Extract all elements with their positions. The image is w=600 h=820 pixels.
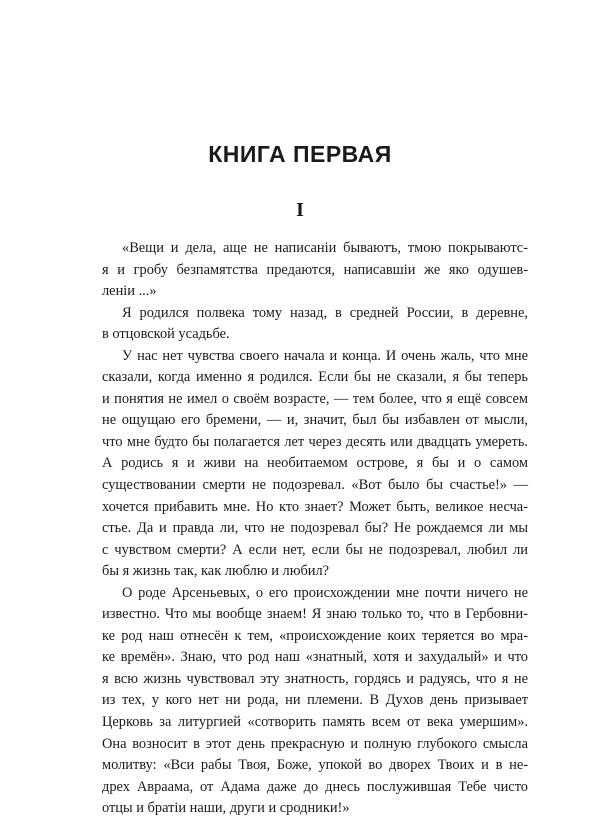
text-line: стье. Да и правда ли, что не подозревал бы? Не рождаемся ли мы xyxy=(102,520,528,537)
text-line: не ощущаю его бремени, — и, значит, был бы избавлен от мысли, xyxy=(102,412,528,429)
text-line: О роде Арсеньевых, о его происхождении мне почти ничего не xyxy=(122,584,528,601)
text-line: известно. Что мы вообще знаем! Я знаю только то, что в Гербовни- xyxy=(102,606,528,623)
text-line: хочется прибавить мне. Но кто знает? Может быть, великое несча- xyxy=(102,498,528,515)
text-line: леніи ...» xyxy=(102,283,157,300)
text-line: «Вещи и дела, аще не написаніи бываютъ, тмою покрываютс- xyxy=(122,240,528,256)
book-title: КНИГА ПЕРВАЯ xyxy=(208,141,392,167)
text-line: сказали, когда именно я родился. Если бы не сказали, я бы теперь xyxy=(102,369,528,386)
text-line: молитву: «Вси рабы Твоя, Боже, упокой во дворех Твоих и в не- xyxy=(102,757,528,774)
text-line: дрех Авраама, от Адама даже до днесь послужившая Тебе чисто xyxy=(102,778,528,795)
text-line: и понятия не имел о своём возрасте, — тем более, что я ещё совсем xyxy=(102,390,528,407)
text-line: из тех, у кого нет ни рода, ни племени. В Духов день призывает xyxy=(102,692,528,709)
text-line: А родись я и живи на необитаемом острове, я бы и о самом xyxy=(102,455,528,472)
text-line: Церковь за литургией «сотворить память всем от века умершим». xyxy=(102,714,528,731)
text-line: в отцовской усадьбе. xyxy=(102,326,230,343)
text-line: с чувством смерти? А если нет, если бы не подозревал, любил ли xyxy=(102,541,528,558)
text-line: я всю жизнь чувствовал эту знатность, гордясь и радуясь, что я не xyxy=(102,670,528,687)
body-text xyxy=(102,238,528,820)
chapter-number: I xyxy=(296,199,304,221)
text-line: ке времён». Знаю, что род наш «знатный, хотя и захудалый» и что xyxy=(102,649,528,666)
text-line: Я родился полвека тому назад, в средней России, в деревне, xyxy=(122,304,528,321)
text-line: отцы и братіи наши, други и сродники!» xyxy=(102,800,350,817)
text-line: У нас нет чувства своего начала и конца. И очень жаль, что мне xyxy=(122,347,528,364)
text-line: я и гробу безпамятства предаются, написавшіи же яко одушев- xyxy=(102,261,528,278)
text-line: Она возносит в этот день прекрасную и полную глубокого смысла xyxy=(102,735,528,752)
text-line: ке род наш отнесён к тем, «происхождение коих теряется во мра- xyxy=(102,627,528,644)
text-line: что мне будто бы полагается лет через десять или двадцать умереть. xyxy=(102,433,528,450)
text-line: существовании смерти не подозревал. «Вот было бы счастье!» — xyxy=(102,477,528,494)
text-line: бы я жизнь так, как люблю и любил? xyxy=(102,563,330,580)
